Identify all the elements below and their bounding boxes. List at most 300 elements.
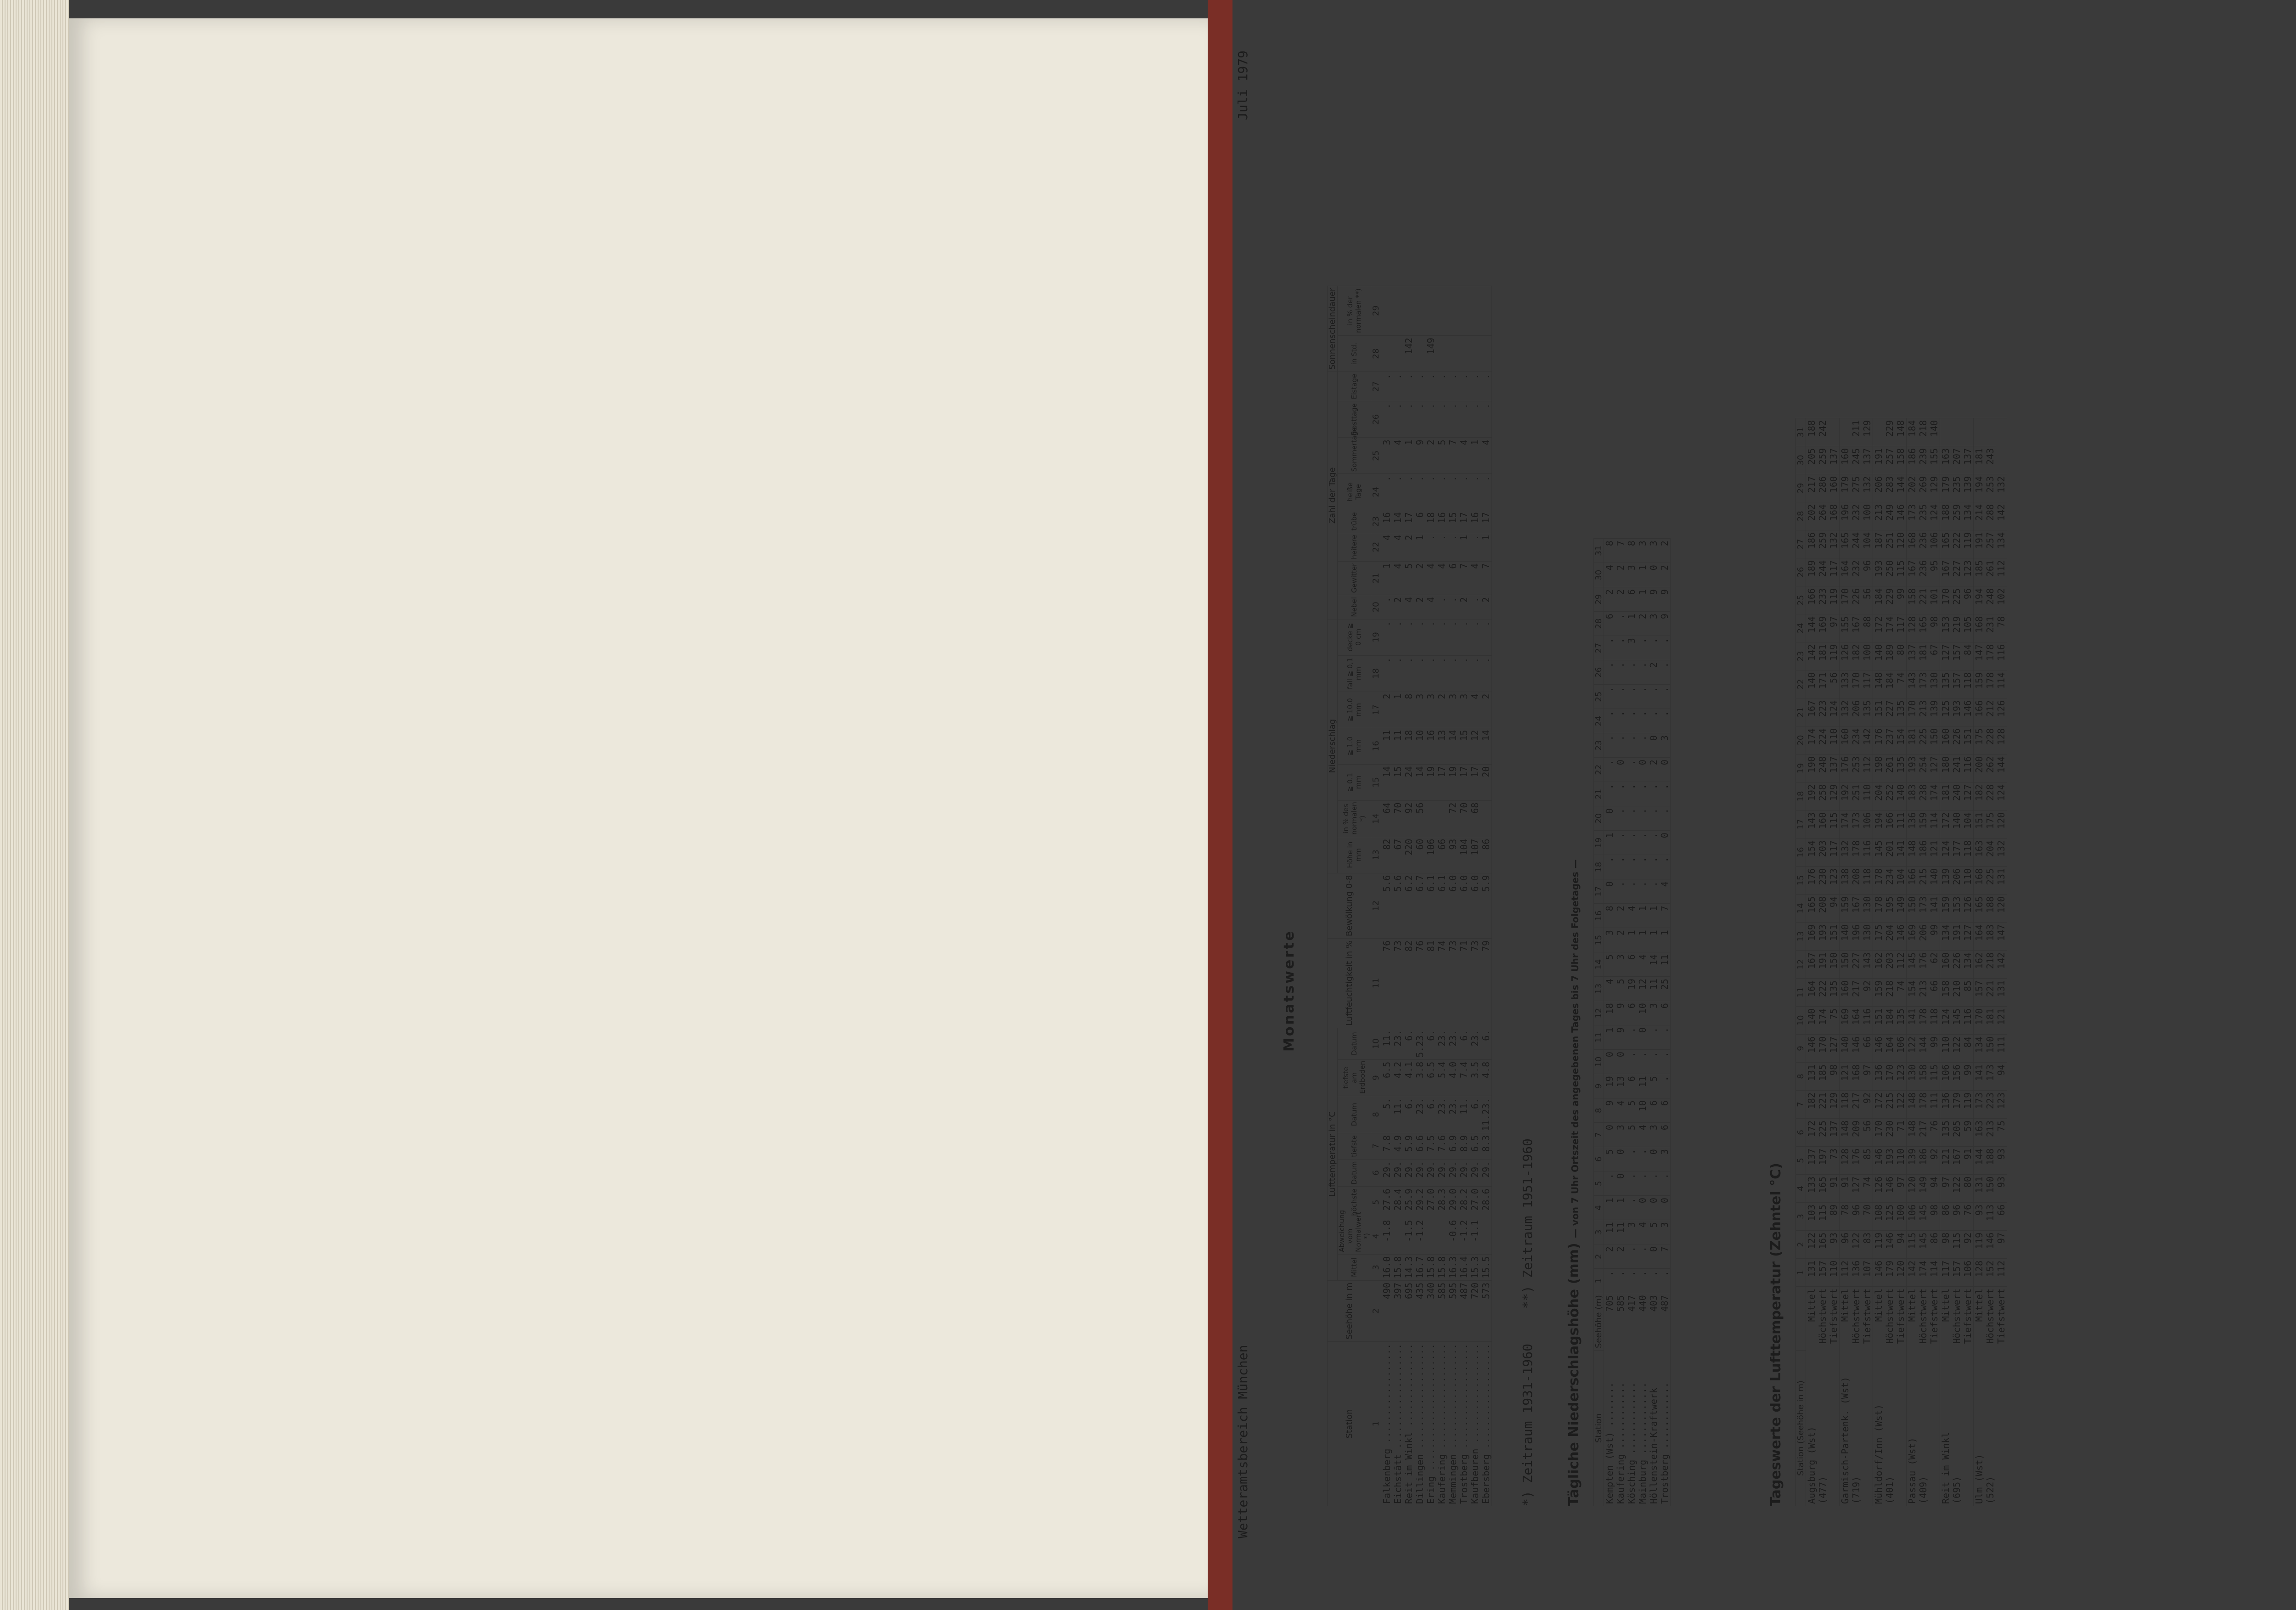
- cell-value: .: [1626, 709, 1637, 733]
- col-header: heitere: [1338, 533, 1371, 561]
- cell-value: 137: [1828, 446, 1840, 474]
- cell-value: .: [1637, 733, 1648, 758]
- cell-value: .: [1659, 1050, 1671, 1074]
- cell-value: 207: [1951, 446, 1962, 474]
- col-day: 10: [1594, 1050, 1604, 1074]
- cell-value: .: [1615, 612, 1626, 636]
- cell-value: 172: [1873, 614, 1885, 642]
- cell-d10: 3: [1447, 692, 1458, 728]
- cell-heiter: 1: [1414, 533, 1425, 561]
- cell-value: 120: [1907, 1175, 1918, 1203]
- cell-dboden: 6.: [1458, 1028, 1469, 1059]
- cell-value: 3: [1648, 539, 1659, 563]
- col-day: 31: [1796, 418, 1806, 446]
- cell-value: 191: [1974, 530, 1985, 558]
- cell-value: 218: [1918, 418, 1929, 446]
- cell-value: 149: [1895, 895, 1907, 923]
- cell-value: 129: [1929, 474, 1940, 502]
- cell-value: 159: [1974, 670, 1985, 698]
- cell-value: 232: [1851, 502, 1862, 530]
- cell-boden: 3.5: [1469, 1059, 1480, 1096]
- cell-value: 119: [1962, 530, 1974, 558]
- col-day: 6: [1796, 1119, 1806, 1147]
- col-day: 26: [1796, 558, 1806, 586]
- cell-value: 229: [1884, 418, 1895, 446]
- cell-dmax: 29.: [1425, 1159, 1436, 1187]
- cell-frost: .: [1403, 401, 1414, 438]
- col-header: in Std.: [1338, 336, 1371, 372]
- cell-value: 92: [1929, 1147, 1940, 1175]
- cell-value: .: [1615, 806, 1626, 831]
- cell-value: 186: [1907, 446, 1918, 474]
- cell-value: 9: [1615, 1001, 1626, 1025]
- cell-value: 244: [1817, 558, 1828, 586]
- cell-boden: 4.8: [1480, 1059, 1492, 1096]
- cell-value: 259: [1817, 530, 1828, 558]
- cell-trueb: 18: [1425, 510, 1436, 533]
- cell-value: 156: [1951, 1063, 1962, 1091]
- cell-kind: Höchstwert: [1884, 1287, 1895, 1351]
- cell-value: 222: [1951, 530, 1962, 558]
- cell-mittel: 16.0: [1381, 1254, 1393, 1280]
- cell-value: .: [1637, 806, 1648, 831]
- cell-value: 94: [1996, 1063, 2007, 1091]
- col-number: 3: [1371, 1254, 1381, 1280]
- cell-value: 122: [1951, 1175, 1962, 1203]
- cell-sommer: 3: [1381, 438, 1393, 474]
- cell-value: 208: [1851, 867, 1862, 895]
- cell-dmax: 29.: [1436, 1159, 1447, 1187]
- cell-value: 110: [1828, 726, 1840, 754]
- cell-value: 167: [1851, 614, 1862, 642]
- cell-sonne: [1436, 336, 1447, 372]
- cell-value: 226: [1851, 586, 1862, 614]
- cell-value: 126: [1873, 1175, 1885, 1203]
- col-header: Datum: [1338, 1096, 1371, 1133]
- cell-value: 106: [1895, 1035, 1907, 1063]
- cell-value: 181: [1940, 782, 1952, 811]
- cell-value: 151: [1873, 1007, 1885, 1035]
- cell-value: 184: [1907, 418, 1918, 446]
- cell-value: .: [1659, 660, 1671, 685]
- cell-value: 129: [1862, 418, 1873, 446]
- cell-value: 119: [1873, 1231, 1885, 1259]
- col-number: 15: [1371, 764, 1381, 800]
- cell-min: 7.5: [1425, 1133, 1436, 1159]
- cell-value: 205: [1951, 1119, 1962, 1147]
- cell-eis: .: [1381, 372, 1393, 401]
- cell-value: 201: [1884, 839, 1895, 867]
- cell-value: 124: [1929, 502, 1940, 530]
- cell-value: 104: [1895, 867, 1907, 895]
- col-day: 4: [1796, 1175, 1806, 1203]
- cell-value: 91: [1962, 1147, 1974, 1175]
- cell-value: 153: [1940, 614, 1952, 642]
- cell-frost: .: [1414, 401, 1425, 438]
- cell-value: 184: [1884, 1007, 1895, 1035]
- cell-d1: 18: [1403, 728, 1414, 764]
- table-row: [1806, 418, 1818, 1506]
- cell-value: 176: [1840, 754, 1851, 782]
- cell-feucht: 82: [1403, 938, 1414, 1028]
- cell-value: 1: [1615, 1196, 1626, 1220]
- cell-value: 225: [1918, 726, 1929, 754]
- cell-value: 115: [1907, 1231, 1918, 1259]
- cell-feucht: 73: [1392, 938, 1403, 1028]
- cell-value: 173: [1851, 811, 1862, 839]
- cell-value: 4: [1604, 977, 1615, 1001]
- cell-value: .: [1659, 1171, 1671, 1196]
- cell-value: .: [1637, 709, 1648, 733]
- cell-value: 164: [1806, 979, 1818, 1007]
- col-day: 2: [1796, 1231, 1806, 1259]
- cell-value: 146: [1873, 1147, 1885, 1175]
- cell-value: 178: [1918, 1091, 1929, 1119]
- cell-min: 8.9: [1458, 1133, 1469, 1159]
- cell-sonne: [1469, 336, 1480, 372]
- cell-value: .: [1659, 855, 1671, 879]
- cell-value: 101: [1929, 586, 1940, 614]
- cell-max: 28.6: [1480, 1187, 1492, 1218]
- col-header: Abweichung vom Normalwert *): [1338, 1218, 1371, 1254]
- col-header: trübe: [1338, 510, 1371, 533]
- cell-value: 221: [1918, 586, 1929, 614]
- cell-height: 440: [1637, 1293, 1648, 1351]
- cell-value: 172: [1940, 811, 1952, 839]
- cell-gew: 2: [1414, 561, 1425, 595]
- cell-value: 78: [1996, 614, 2007, 642]
- cell-station: Reit im Winkl ...............: [1403, 1341, 1414, 1506]
- col-number: 22: [1371, 533, 1381, 561]
- cell-value: 135: [1895, 698, 1907, 726]
- cell-boden: 3.8: [1414, 1059, 1425, 1096]
- cell-min: 7.6: [1436, 1133, 1447, 1159]
- cell-gew: 1: [1381, 561, 1393, 595]
- cell-d01: 17: [1469, 764, 1480, 800]
- col-header: ≧ 10.0 mm: [1338, 692, 1371, 728]
- cell-abw: [1425, 1218, 1436, 1254]
- cell-value: 125: [1884, 1203, 1895, 1231]
- cell-value: 168: [1974, 614, 1985, 642]
- col-day: 26: [1594, 660, 1604, 685]
- cell-heiss: .: [1392, 474, 1403, 510]
- cell-nied: 93: [1447, 837, 1458, 873]
- cell-trueb: 17: [1458, 510, 1469, 533]
- cell-nebel: .: [1381, 595, 1393, 619]
- cell-station: Reit im Winkl: [1940, 1432, 1951, 1504]
- cell-sonne: [1458, 336, 1469, 372]
- col-day: 23: [1796, 642, 1806, 670]
- cell-nied: 67: [1392, 837, 1403, 873]
- cell-value: 115: [1951, 1231, 1962, 1259]
- cell-value: 137: [1907, 642, 1918, 670]
- cell-nied: 106: [1425, 837, 1436, 873]
- cell-value: 75: [1828, 1007, 1840, 1035]
- table-row: [1615, 539, 1626, 1506]
- cell-value: 174: [1884, 614, 1895, 642]
- cell-value: 181: [1985, 1007, 1996, 1035]
- cell-heiter: .: [1436, 533, 1447, 561]
- cell-value: 170: [1940, 586, 1952, 614]
- cell-value: 93: [1996, 1147, 2007, 1175]
- cell-value: .: [1615, 879, 1626, 904]
- col-number: 28: [1371, 336, 1381, 372]
- cell-heiter: .: [1447, 533, 1458, 561]
- cell-value: 154: [1806, 839, 1818, 867]
- cell-value: 112: [1895, 951, 1907, 979]
- cell-value: 146: [1884, 1231, 1895, 1259]
- cell-value: 140: [1840, 923, 1851, 951]
- page-stack-edge: [0, 0, 69, 1610]
- cell-value: 116: [1862, 1007, 1873, 1035]
- cell-value: 170: [1817, 1035, 1828, 1063]
- cell-kind: Höchstwert: [1985, 1287, 1996, 1351]
- cell-value: 131: [1974, 1175, 1985, 1203]
- cell-feucht: 76: [1414, 938, 1425, 1028]
- cell-value: 181: [1907, 726, 1918, 754]
- cell-value: 197: [1817, 1147, 1828, 1175]
- cell-value: 160: [1840, 446, 1851, 474]
- cell-value: 2: [1615, 587, 1626, 612]
- table-row: [1381, 286, 1393, 1506]
- cell-value: 115: [1895, 558, 1907, 586]
- cell-value: 151: [1873, 698, 1885, 726]
- cell-value: 204: [1873, 782, 1885, 811]
- cell-value: 172: [1873, 1091, 1885, 1119]
- cell-d1: 12: [1469, 728, 1480, 764]
- cell-value: 112: [1840, 1259, 1851, 1287]
- cell-value: 190: [1806, 754, 1818, 782]
- cell-value: 160: [1817, 811, 1828, 839]
- monatswerte-title: Monatswerte: [1281, 929, 1297, 1052]
- cell-station: Mühldorf/Inn (Wst): [1873, 1404, 1884, 1504]
- cell-value: 169: [1907, 923, 1918, 951]
- cell-eis: .: [1414, 372, 1425, 401]
- cell-heiss: .: [1403, 474, 1414, 510]
- cell-sd: .: [1436, 619, 1447, 655]
- cell-value: 117: [1828, 558, 1840, 586]
- cell-value: 9: [1648, 587, 1659, 612]
- cell-value: 99: [1929, 1035, 1940, 1063]
- monatswerte-table: [1327, 286, 1492, 1506]
- cell-value: 249: [1884, 502, 1895, 530]
- cell-value: .: [1648, 636, 1659, 660]
- cell-value: 2: [1659, 539, 1671, 563]
- cell-value: 158: [1940, 979, 1952, 1007]
- cell-mittel: 16.3: [1447, 1254, 1458, 1280]
- cell-value: 6: [1626, 1001, 1637, 1025]
- cell-value: 123: [1962, 558, 1974, 586]
- cell-abw: -1.8: [1381, 1218, 1393, 1254]
- cell-value: 188: [1940, 502, 1952, 530]
- cell-value: .: [1659, 782, 1671, 806]
- cell-value: 7: [1615, 539, 1626, 563]
- col-number: 27: [1371, 372, 1381, 401]
- cell-value: 139: [1962, 474, 1974, 502]
- cell-sonne_pct: [1447, 286, 1458, 336]
- cell-value: 202: [1806, 502, 1818, 530]
- cell-value: 283: [1884, 474, 1895, 502]
- cell-frost: .: [1469, 401, 1480, 438]
- cell-station: Trostberg ............: [1659, 1382, 1670, 1504]
- cell-value: 95: [1929, 558, 1940, 586]
- cell-value: 227: [1884, 698, 1895, 726]
- cell-value: 66: [1862, 1035, 1873, 1063]
- cell-value: 121: [1840, 1063, 1851, 1091]
- cell-value: 135: [1862, 698, 1873, 726]
- cell-sonne_pct: [1458, 286, 1469, 336]
- cell-value: 131: [1996, 979, 2007, 1007]
- cell-value: 170: [1873, 1119, 1885, 1147]
- col-day: 11: [1594, 1025, 1604, 1050]
- col-number: 1: [1371, 1341, 1381, 1506]
- cell-value: 8: [1604, 539, 1615, 563]
- cell-sonne_pct: [1403, 286, 1414, 336]
- cell-nied: 86: [1480, 837, 1492, 873]
- cell-station: Falkenberg ..................: [1381, 1341, 1393, 1506]
- cell-value: .: [1637, 782, 1648, 806]
- cell-value: 116: [1962, 1007, 1974, 1035]
- cell-dboden: 6.: [1480, 1028, 1492, 1059]
- cell-value: 182: [1806, 1091, 1818, 1119]
- col-day: 29: [1796, 474, 1806, 502]
- cell-value: 233: [1817, 586, 1828, 614]
- cell-value: 1: [1626, 928, 1637, 952]
- cell-value: 130: [1929, 670, 1940, 698]
- cell-sonne: [1480, 336, 1492, 372]
- cell-nied_pct: [1425, 800, 1436, 837]
- cell-value: 3: [1659, 1147, 1671, 1171]
- cell-value: 145: [1918, 1203, 1929, 1231]
- cell-value: 110: [1962, 867, 1974, 895]
- cell-d10: 2: [1436, 692, 1447, 728]
- cell-value: 0: [1604, 1123, 1615, 1147]
- cell-trueb: 16: [1381, 510, 1393, 533]
- cell-d10: 3: [1458, 692, 1469, 728]
- cell-h: 340: [1425, 1280, 1436, 1341]
- cell-d01: 19: [1425, 764, 1436, 800]
- cell-value: 0: [1648, 1244, 1659, 1269]
- cell-value: 174: [1806, 726, 1818, 754]
- cell-value: .: [1615, 733, 1626, 758]
- cell-station: Kaufering ...................: [1436, 1341, 1447, 1506]
- cell-sonne_pct: [1392, 286, 1403, 336]
- cell-value: 213: [1873, 502, 1885, 530]
- cell-value: 0: [1648, 563, 1659, 587]
- cell-value: 137: [1828, 1119, 1840, 1147]
- cell-value: 115: [1828, 811, 1840, 839]
- table-row: [1951, 418, 1962, 1506]
- col-number: 13: [1371, 837, 1381, 873]
- cell-value: 7: [1659, 904, 1671, 928]
- cell-feucht: 81: [1425, 938, 1436, 1028]
- cell-h: 490: [1381, 1280, 1393, 1341]
- cell-value: 146: [1884, 1175, 1895, 1203]
- cell-value: 211: [1851, 418, 1862, 446]
- table-row: [1436, 286, 1447, 1506]
- cell-value: 7: [1659, 1244, 1671, 1269]
- cell-dboden: 23.: [1469, 1028, 1480, 1059]
- cell-value: 123: [1996, 1091, 2007, 1119]
- cell-value: 85: [1862, 1147, 1873, 1175]
- cell-value: 176: [1873, 726, 1885, 754]
- cell-value: 127: [1962, 923, 1974, 951]
- cell-value: 230: [1817, 867, 1828, 895]
- cell-value: 76: [1929, 1119, 1940, 1147]
- cell-kind: Höchstwert: [1817, 1287, 1828, 1351]
- cell-value: 169: [1806, 923, 1818, 951]
- cell-value: 9: [1604, 1098, 1615, 1123]
- cell-value: 164: [1840, 558, 1851, 586]
- cell-sonne_pct: [1381, 286, 1393, 336]
- cell-heiss: .: [1469, 474, 1480, 510]
- cell-value: 226: [1951, 726, 1962, 754]
- cell-value: 264: [1817, 502, 1828, 530]
- cell-value: .: [1604, 1171, 1615, 1196]
- col-number: 17: [1371, 692, 1381, 728]
- cell-value: 126: [1840, 642, 1851, 670]
- cell-value: 97: [1996, 1231, 2007, 1259]
- cell-value: 80: [1962, 1175, 1974, 1203]
- cell-value: 121: [1996, 1007, 2007, 1035]
- cell-value: 18: [1604, 1001, 1615, 1025]
- cell-value: 173: [1918, 895, 1929, 923]
- cell-value: .: [1615, 855, 1626, 879]
- col-day: 9: [1796, 1035, 1806, 1063]
- cell-sommer: 9: [1414, 438, 1425, 474]
- cell-sf: .: [1469, 655, 1480, 692]
- col-number: 29: [1371, 286, 1381, 336]
- cell-value: 193: [1817, 923, 1828, 951]
- cell-value: 153: [1951, 895, 1962, 923]
- cell-value: 164: [1851, 1007, 1862, 1035]
- cell-value: 123: [1895, 1063, 1907, 1091]
- cell-value: 252: [1884, 782, 1895, 811]
- cell-eis: .: [1425, 372, 1436, 401]
- cell-kind: Mittel: [1940, 1287, 1952, 1351]
- cell-dmin: 23.: [1447, 1096, 1458, 1133]
- cell-value: 173: [1974, 1091, 1985, 1119]
- cell-value: 88: [1862, 614, 1873, 642]
- cell-value: 3: [1648, 1123, 1659, 1147]
- table-row: [1974, 418, 1985, 1506]
- table-row: [1929, 418, 1940, 1506]
- cell-value: 178: [1985, 642, 1996, 670]
- col-day: 17: [1796, 811, 1806, 839]
- col-day: 27: [1796, 530, 1806, 558]
- cell-frost: .: [1480, 401, 1492, 438]
- col-day: 30: [1796, 446, 1806, 474]
- cell-value: 147: [1996, 923, 2007, 951]
- cell-value: 222: [1817, 979, 1828, 1007]
- col-number: 4: [1371, 1218, 1381, 1254]
- cell-value: 141: [1895, 839, 1907, 867]
- cell-value: 148: [1907, 1119, 1918, 1147]
- cell-value: 112: [1862, 754, 1873, 782]
- col-kind: [1796, 1287, 1806, 1351]
- cell-value: 136: [1940, 1091, 1952, 1119]
- cell-value: 3: [1659, 1220, 1671, 1244]
- cell-trueb: 17: [1480, 510, 1492, 533]
- cell-d1: 15: [1458, 728, 1469, 764]
- col-number: 12: [1371, 873, 1381, 938]
- table-row: [1447, 286, 1458, 1506]
- cell-value: 135: [1895, 754, 1907, 782]
- cell-value: 176: [1851, 1147, 1862, 1175]
- cell-frost: .: [1458, 401, 1469, 438]
- cell-sonne_pct: [1436, 286, 1447, 336]
- cell-gew: 4: [1469, 561, 1480, 595]
